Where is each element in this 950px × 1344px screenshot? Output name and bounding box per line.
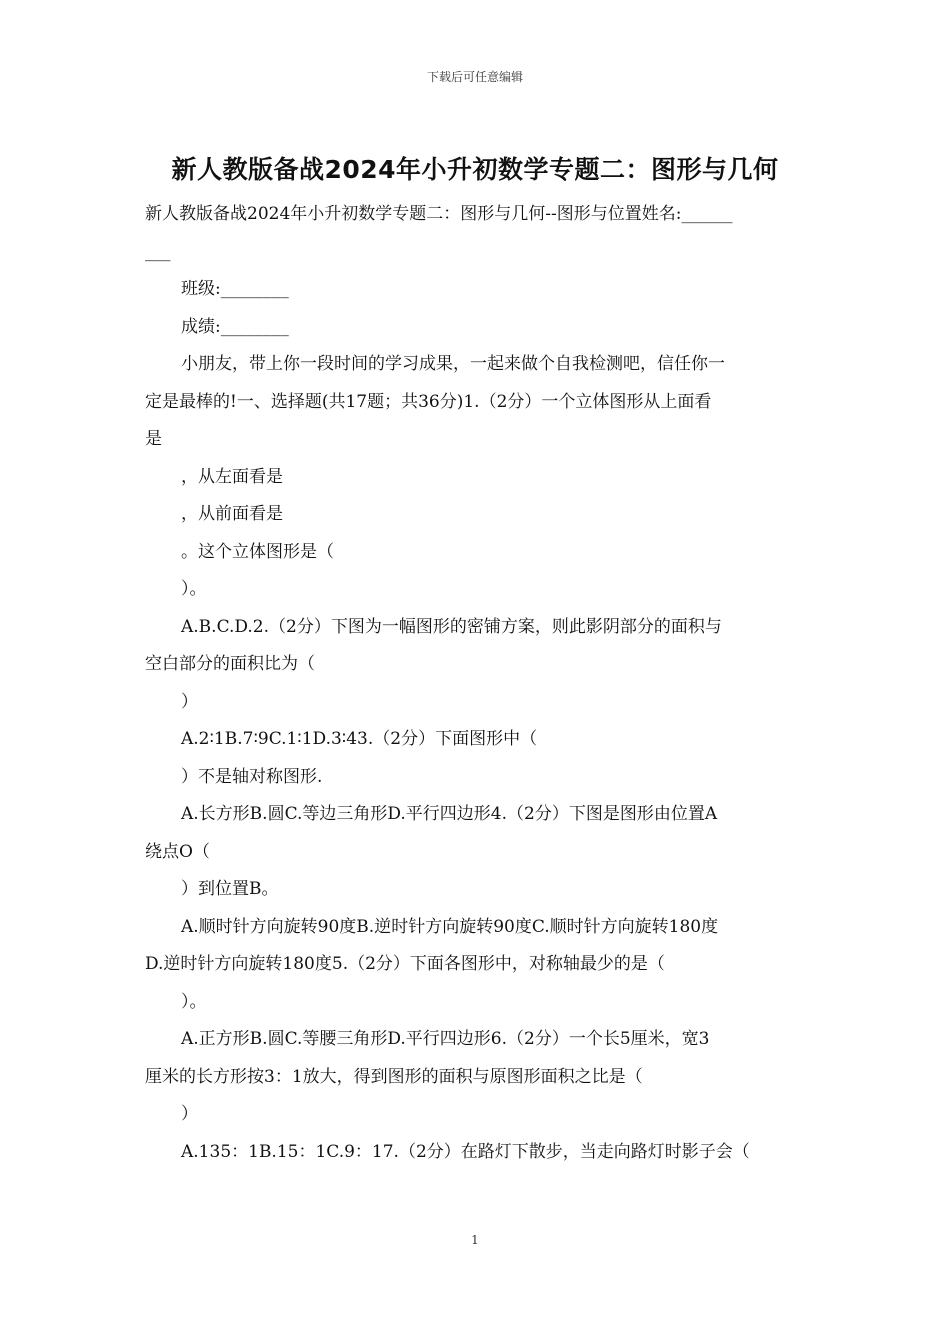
text-line: ，从左面看是 <box>181 466 283 487</box>
text-line: 是 <box>145 429 162 449</box>
document-body <box>145 196 807 1171</box>
page-number: 1 <box>471 1233 479 1247</box>
text-line: A.B.C.D.2.（2分）下图为一幅图形的密铺方案，则此影阴部分的面积与 <box>181 616 722 637</box>
text-line: ）。 <box>181 991 207 1012</box>
text-line: 。这个立体图形是（ <box>181 541 334 562</box>
text-line: A.正方形B.圆C.等腰三角形D.平行四边形6.（2分）一个长5厘米，宽3 <box>181 1029 710 1049</box>
text-line: 厘米的长方形按3：1放大，得到图形的面积与原图形面积之比是（ <box>145 1066 643 1087</box>
text-line: ）。 <box>181 579 207 599</box>
text-line: D.逆时针方向旋转180度5.（2分）下面各图形中，对称轴最少的是（ <box>145 954 665 974</box>
text-line: A.顺时针方向旋转90度B.逆时针方向旋转90度C.顺时针方向旋转180度 <box>181 916 719 937</box>
text-line: ，从前面看是 <box>181 504 283 524</box>
text-line: A.135：1B.15：1C.9：17.（2分）在路灯下散步，当走向路灯时影子会（ <box>181 1141 750 1162</box>
text-line: 成绩:________ <box>181 316 289 337</box>
text-line: 小朋友，带上你一段时间的学习成果，一起来做个自我检测吧，信任你一 <box>181 354 725 374</box>
text-line: 新人教版备战2024年小升初数学专题二：图形与几何--图形与位置姓名:______ <box>145 204 733 224</box>
text-line: A.2∶1B.7∶9C.1∶1D.3∶43.（2分）下面图形中（ <box>181 729 538 749</box>
text-line: ）到位置B。 <box>181 879 279 899</box>
text-line: 班级:________ <box>181 279 289 299</box>
header-note: 下载后可任意编辑 <box>426 70 523 84</box>
document-title: 新人教版备战2024年小升初数学专题二：图形与几何 <box>171 155 779 184</box>
text-line: A.长方形B.圆C.等边三角形D.平行四边形4.（2分）下图是图形由位置A <box>181 804 718 824</box>
text-line: 定是最棒的!一、选择题(共17题；共36分)1.（2分）一个立体图形从上面看 <box>145 391 712 412</box>
text-line: 绕点O（ <box>145 841 210 862</box>
text-line: ） <box>181 691 198 712</box>
text-line: ___ <box>145 241 171 262</box>
text-line: 空白部分的面积比为（ <box>145 654 315 674</box>
text-line: ） <box>181 1104 198 1124</box>
text-line: ）不是轴对称图形. <box>181 766 323 787</box>
